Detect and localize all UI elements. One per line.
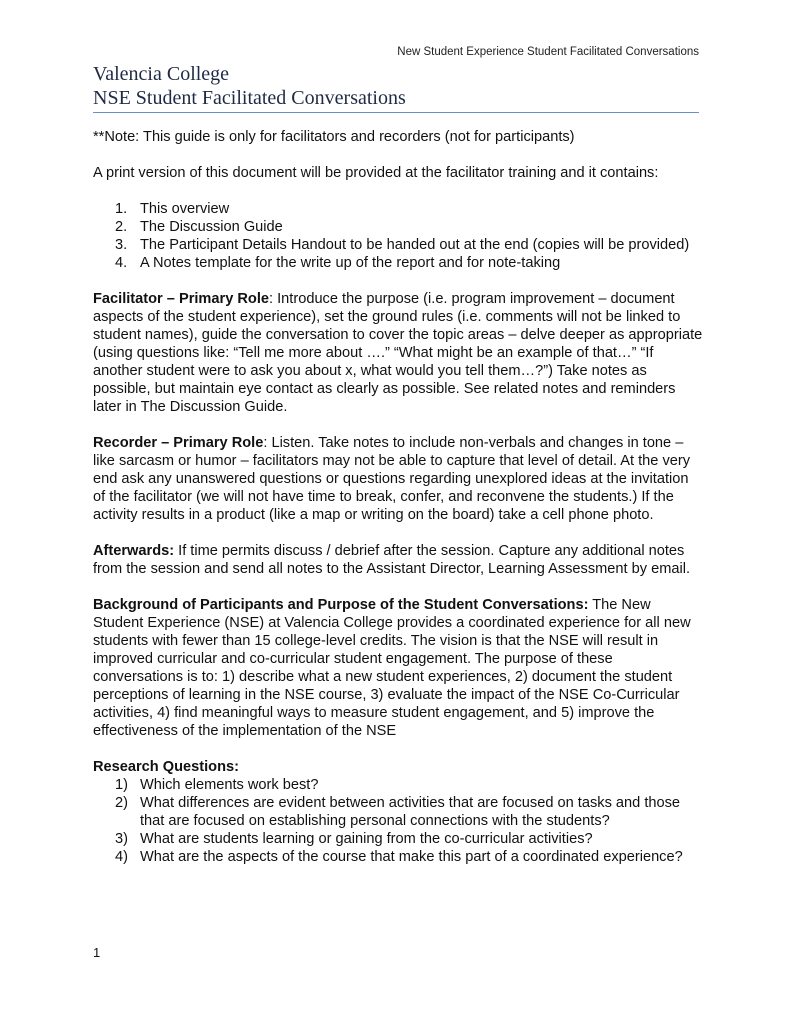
list-item: 4. A Notes template for the write up of the report and for note-taking [115,255,561,271]
title-line-college: Valencia College [93,63,230,85]
list-item: 3. The Participant Details Handout to be handed out at the end (copies will be provided) [115,237,690,253]
running-header: New Student Experience Student Facilitated Conversations [397,46,699,58]
afterwards-paragraph [93,542,703,578]
background-body: The New Student Experience (NSE) at Valencia College provides a coordinated experience for all new students with fewer than 15 college-level credits. The vision is that the NSE will result in improved curricular and co-curricular student engagement. The purpose of these conversations is to: 1) describe what a new student experiences, 2) document the student perceptions of learning in the NSE course, 3) evaluate the impact of the NSE Co-Curricular activities, 4) find meaningful ways to measure student engagement, and 5) improve the effectiveness of the implementation of the NSE [93,597,691,739]
background-heading: Background of Participants and Purpose of the Student Conversations: [93,597,589,613]
list-item: 1. This overview [115,201,230,217]
list-item: 2. The Discussion Guide [115,219,283,235]
facilitator-heading: Facilitator – Primary Role [93,291,270,307]
list-item: 3) What are students learning or gaining from the co-curricular activities? [115,831,593,847]
research-heading: Research Questions: [93,759,239,775]
facilitator-body: : Introduce the purpose (i.e. program improvement – document aspects of the student experience), set the ground rules (i.e. comments will not be linked to student names), guide the conversation to cover the topic areas – delve deeper as appropriate (using questions like: “Tell me more about ….” “What might be an example of that…” “If another student were to ask you about x, what would you tell them…?”) Take notes as possible, but maintain eye contact as clearly as possible. See related notes and reminders later in The Discussion Guide. [93,291,703,415]
recorder-body: : Listen. Take notes to include non-verbals and changes in tone – like sarcasm or humor – facilitators may not be able to capture that level of detail. At the very end ask any unanswered questions or questions regarding unexplored ideas at the invitation of the facilitator (we will not have time to break, confer, and reconvene the students.) If the activity results in a product (like a map or writing on the board) take a cell phone photo. [93,435,691,523]
print-intro-paragraph: A print version of this document will be provided at the facilitator training and it contains: [93,165,659,181]
afterwards-body: If time permits discuss / debrief after the session. Capture any additional notes from the session and send all notes to the Assistant Director, Learning Assessment by email. [93,543,691,577]
recorder-paragraph [93,434,703,524]
list-item: 2) What differences are evident between activities that are focused on tasks and those that are focused on establishing personal connections with the students? [115,795,681,829]
note-paragraph: **Note: This guide is only for facilitators and recorders (not for participants) [93,129,575,145]
title-line-document: NSE Student Facilitated Conversations [93,87,406,109]
recorder-heading: Recorder – Primary Role [93,435,264,451]
background-paragraph [93,596,703,740]
afterwards-heading: Afterwards: [93,543,175,559]
list-item: 4) What are the aspects of the course that make this part of a coordinated experience? [115,849,683,865]
overview-list [93,200,703,272]
document-body [93,128,703,866]
list-item: 1) Which elements work best? [115,777,319,793]
page-number: 1 [93,945,101,960]
document-title [93,62,406,110]
title-divider [93,112,699,113]
facilitator-paragraph [93,290,703,416]
research-questions-list [93,776,703,866]
